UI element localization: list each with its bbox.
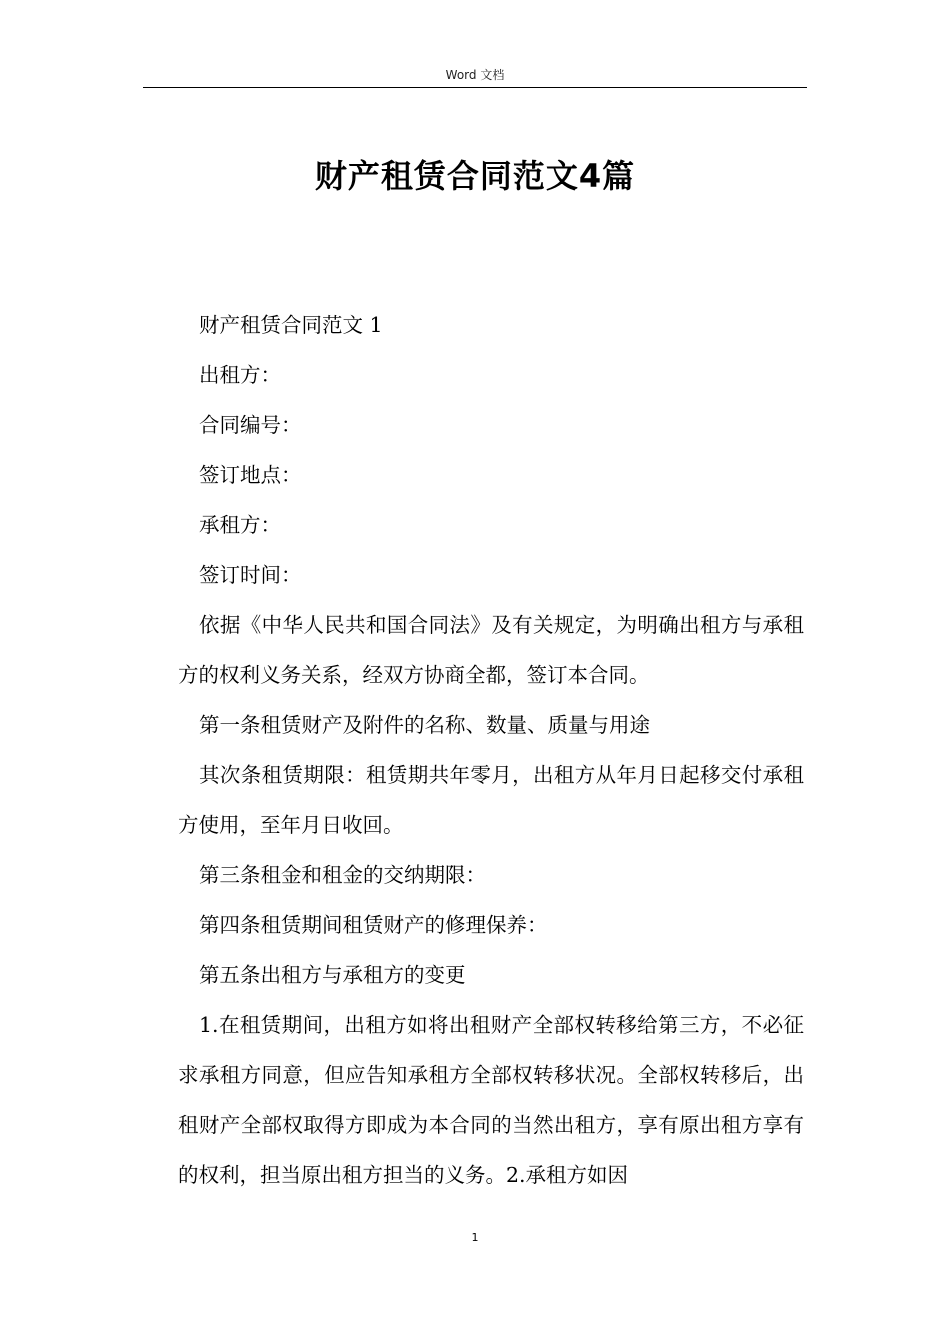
page-number: 1 (471, 1231, 479, 1244)
document-title: 财产租赁合同范文4篇 (314, 157, 636, 195)
paragraph-signing-time: 签订时间： (199, 563, 302, 587)
paragraph-contract-number: 合同编号： (199, 413, 302, 437)
paragraph-article-4: 第四条租赁期间租赁财产的修理保养： (199, 913, 548, 937)
paragraph-contract-heading: 财产租赁合同范文 1 (199, 313, 383, 337)
paragraph-article-5-clauses: 1.在租赁期间，出租方如将出租财产全部权转移给第三方，不必征求承租方同意，但应告知承租方全部权转移状况。全部权转移后，出租财产全部权取得方即成为本合同的当然出租方，享有原出租方享有的权利，担当原出租方担当的义务。2.承租方如因 (178, 1013, 804, 1187)
page-header: Word 文档 (445, 68, 505, 82)
paragraph-signing-place: 签订地点： (199, 463, 302, 487)
document-body (178, 300, 804, 1200)
paragraph-lessee: 承租方： (199, 513, 281, 537)
paragraph-article-1: 第一条租赁财产及附件的名称、数量、质量与用途 (199, 713, 650, 737)
paragraph-preamble: 依据《中华人民共和国合同法》及有关规定，为明确出租方与承租方的权利义务关系，经双方协商全都，签订本合同。 (178, 613, 804, 687)
paragraph-article-2: 其次条租赁期限：租赁期共年零月，出租方从年月日起移交付承租方使用，至年月日收回。 (178, 763, 804, 837)
header-divider (143, 87, 807, 88)
paragraph-lessor: 出租方： (199, 363, 281, 387)
paragraph-article-5: 第五条出租方与承租方的变更 (199, 963, 466, 987)
paragraph-article-3: 第三条租金和租金的交纳期限： (199, 863, 486, 887)
